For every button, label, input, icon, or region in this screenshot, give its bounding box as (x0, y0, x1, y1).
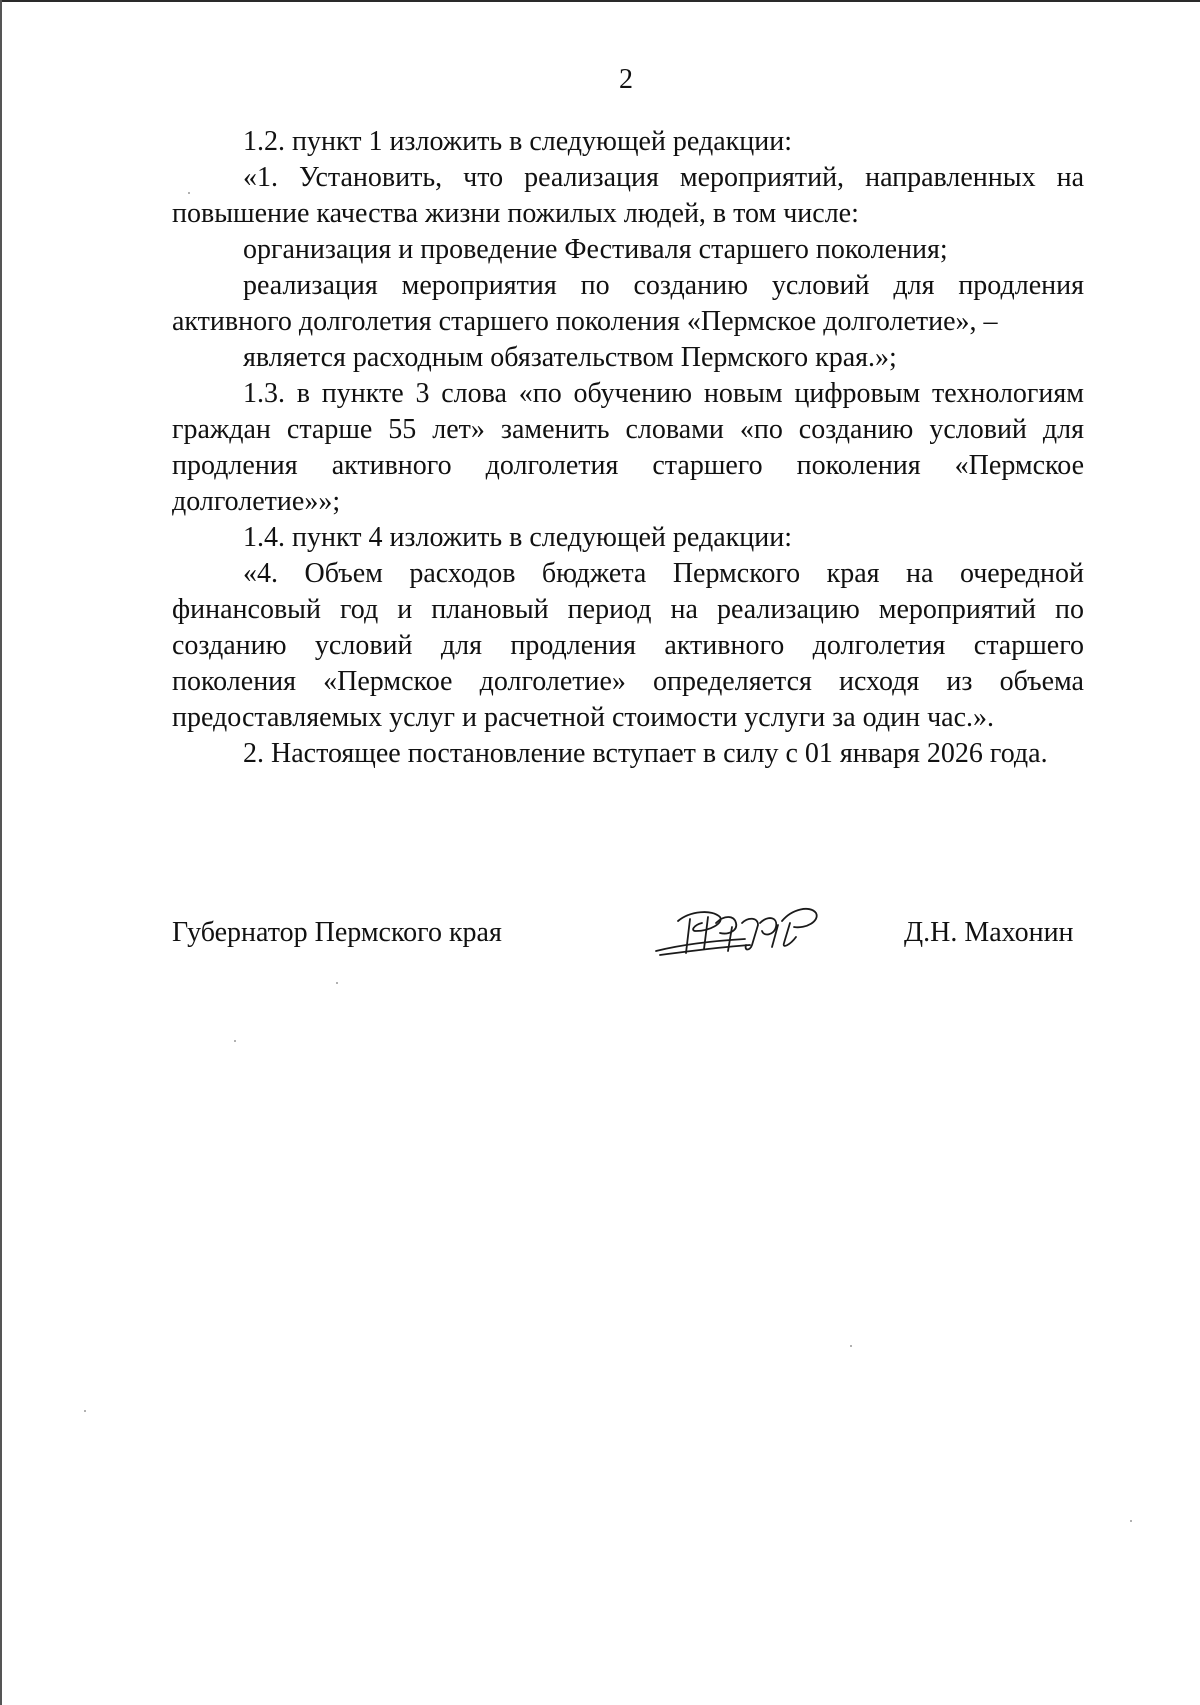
paragraph-obligation: является расходным обязательством Пермского края.»; (243, 342, 897, 373)
scan-speck (84, 1410, 86, 1412)
paragraph-1-4: 1.4. пункт 4 изложить в следующей редакции: (243, 522, 792, 553)
paragraph-festival: организация и проведение Фестиваля старшего поколения; (243, 234, 948, 265)
paragraph-2-effective-date: 2. Настоящее постановление вступает в силу с 01 января 2026 года. (243, 738, 1048, 769)
paragraph-item-4-quote: «4. Объем расходов бюджета Пермского края на очередной финансовый год и плановый период на реализацию мероприятий по созданию условий для продления активного долголетия старшего поколения «Пермское долголетие» определяется исходя из объема предоставляемых услуг и расчетной стоимости услуги за один час.». (172, 558, 1084, 733)
paragraph-longevity-event: реализация мероприятия по созданию условий для продления активного долголетия старшего поколения «Пермское долголетие», – (172, 270, 1084, 337)
scan-speck (188, 192, 190, 194)
handwritten-signature (650, 901, 830, 963)
paragraph-1-2: 1.2. пункт 1 изложить в следующей редакции: (243, 126, 792, 157)
scan-speck (850, 1345, 852, 1347)
scan-edge-left (0, 0, 2, 1705)
scan-edge-top (0, 0, 1200, 2)
signatory-title: Губернатор Пермского края (172, 917, 502, 948)
scan-speck (1130, 1520, 1132, 1522)
document-body (172, 124, 1084, 772)
paragraph-item-1-quote: «1. Установить, что реализация мероприятий, направленных на повышение качества жизни пожилых людей, в том числе: (172, 162, 1084, 229)
paragraph-1-3: 1.3. в пункте 3 слова «по обучению новым цифровым технологиям граждан старше 55 лет» заменить словами «по созданию условий для продления активного долголетия старшего поколения «Пермское долголетие»»; (172, 378, 1084, 517)
scan-speck (234, 1040, 236, 1042)
page-number: 2 (619, 64, 633, 95)
signatory-name: Д.Н. Махонин (904, 917, 1074, 948)
scan-speck (336, 982, 338, 984)
signature-block (172, 915, 1084, 975)
